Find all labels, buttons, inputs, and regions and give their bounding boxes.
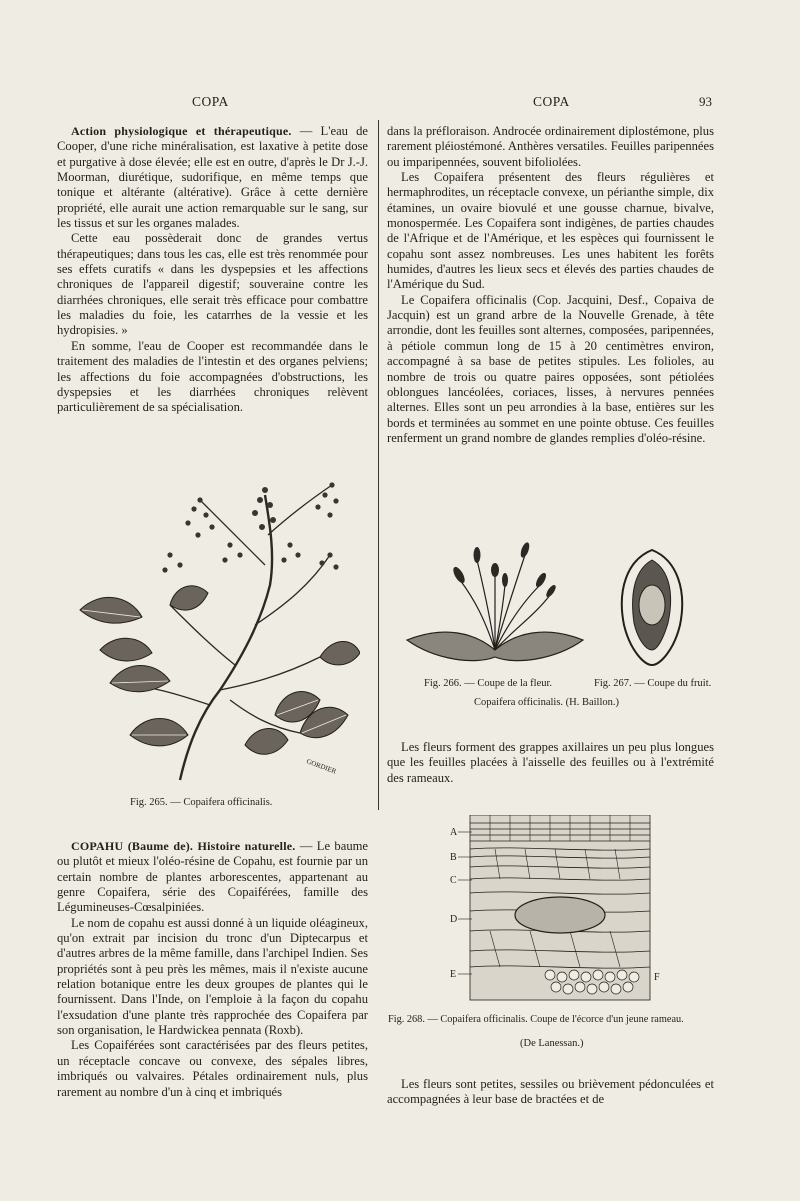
paragraph-text: Les Copaifera présentent des fleurs régulières et hermaphrodites, un réceptacle convexe, un périanthe simple, dix étamines, un ovaire biovulé et une gousse charnue, bivalve, monospermée. Les Copaifera sont indigènes, de parties chaudes de l'Afrique et de l'Amérique, et les espèces qui fournissent le copahu sont assez nombreuses. Les unes habitent les forêts humides, d'autres les lieux secs et élevés des parties chaudes de l'Amérique du Sud. [387, 170, 714, 292]
left-column-block-1 [57, 124, 368, 416]
paragraph-text: En somme, l'eau de Cooper est recommandée dans le traitement des maladies de l'intestin et des organes pelviens; les affections du foie accompagnées d'obstructions, les dyspepsies et les diarrhées chroniques relèvent particulièrement de sa spécialisation. [57, 338, 368, 415]
paragraph [387, 293, 714, 446]
left-column-block-2 [57, 839, 368, 1100]
paragraph-text: Le Copaifera officinalis (Cop. Jacquini, Desf., Copaiva de Jacquin) est un grand arbre de la Nouvelle Grenade, à tête arrondie, dont les feuilles sont alternes, composées, paripennées, à pétiole commun long de 15 à 20 centimètres environ, accompagné à sa base de petites stipules. Les folioles, au nombre de trois ou quatre paires opposées, sont pétiolées oblongues lancéolées, coriaces, lisses, à nervures pennées alternes. Elles sont un peu arrondies à la base, entières sur les bords et terminées au sommet en une pointe obtuse. Ces feuilles renferment un grand nombre de glandes remplies d'oléo-résine. [387, 292, 714, 445]
figure-268-label-f: F [654, 972, 660, 983]
figures-266-267-source: Copaifera officinalis. (H. Baillon.) [474, 697, 620, 708]
figure-266-caption: Fig. 266. — Coupe de la fleur. [424, 678, 553, 689]
figure-268-bark-section [440, 815, 670, 1005]
paragraph [387, 124, 714, 170]
figure-268-label-a: A [450, 827, 458, 838]
figure-268-source: (De Lanessan.) [520, 1038, 584, 1049]
paragraph [387, 1077, 714, 1108]
running-head-left: COPA [192, 94, 229, 109]
paragraph-text: — L'eau de Cooper, d'une riche minéralisation, est laxative à petite dose et purgative à dose élevée; elle est en outre, d'après le Dr J.-J. Moorman, diurétique, sudorifique, en même temps que tonique et altérante (altérative). Grâce à cette dernière propriété, elle aurait une action remarquable sur le sang, sur les tissus et sur les organes malades. [57, 124, 368, 231]
paragraph [57, 916, 368, 1039]
paragraph-text: Cette eau possèderait donc de grandes vertus thérapeutiques; dans tous les cas, elle est très renommée pour ses effets curatifs « dans les dyspepsies et les affections chroniques de l'appareil digestif; souveraine contre les diarrhées chroniques, elle serait très efficace pour combattre les maladies du foie, les catarrhes de la vessie et les hydropisies. » [57, 231, 368, 338]
figure-267-fruit-section [612, 545, 692, 670]
right-column-block-3 [387, 1077, 714, 1108]
paragraph-text: Les Copaiférées sont caractérisées par des fleurs petites, un réceptacle concave ou convexe, des sépales libres, imbriqués ou valvaires. Pétales ordinairement nuls, plus rarement au nombre d'un à cinq et imbriqués [57, 1038, 368, 1099]
paragraph-text: Le nom de copahu est aussi donné à un liquide oléagineux, qu'on extrait par incision du tronc d'un Diptecarpus et d'autres arbres de la même famille, dans l'archipel Indien. Ses propriétés sont à peu près les mêmes, mais il n'existe aucune relation botanique entre les deux groupes de plantes qui le fournissent. Dans l'Inde, on l'emploie à la façon du copahu l'exsudation d'une plante très rapprochée des Copaifera par son organisation, le Hardwickea pennata (Roxb). [57, 915, 368, 1038]
paragraph-text: Les fleurs forment des grappes axillaires un peu plus longues que les feuilles placées à l'aisselle des feuilles ou à l'extrémité des rameaux. [387, 740, 714, 785]
figure-265-engraver-signature: GORDIER [305, 757, 338, 776]
running-head-right: COPA [533, 94, 570, 109]
column-divider [378, 120, 379, 810]
figure-268-label-b: B [450, 852, 457, 863]
figure-266-flower-section [405, 525, 585, 670]
figure-268-label-e: E [450, 969, 457, 980]
figure-267-caption: Fig. 267. — Coupe du fruit. [594, 678, 712, 689]
paragraph-text: Les fleurs sont petites, sessiles ou brièvement pédonculées et accompagnées à leur base de bractées et de [387, 1077, 714, 1107]
section-heading: COPAHU (Baume de). Histoire naturelle. [71, 839, 296, 853]
figure-268-caption: Fig. 268. — Copaifera officinalis. Coupe de l'écorce d'un jeune rameau. [388, 1014, 684, 1025]
page-number: 93 [699, 94, 712, 109]
paragraph [57, 339, 368, 416]
paragraph [57, 839, 368, 916]
paragraph-text: — Le baume ou plutôt et mieux l'oléo-résine de Copahu, est fournie par un certain nombre de plantes arborescentes, appartenant au genre Copaifera, série des Copaiférées, famille des Légumineuses-Cœsalpiniées. [57, 839, 368, 915]
paragraph [57, 231, 368, 338]
paragraph [57, 124, 368, 231]
right-column-block-2 [387, 740, 714, 786]
paragraph [387, 740, 714, 786]
right-column-block-1 [387, 124, 714, 446]
paragraph-text: dans la préfloraison. Androcée ordinairement diplostémone, plus rarement pléiostémoné. Anthères versatiles. Feuilles paripennées ou imparipennées, souvent bifoliolées. [387, 124, 714, 169]
figure-265-caption: Fig. 265. — Copaifera officinalis. [130, 797, 273, 808]
figure-268-label-d: D [450, 914, 458, 925]
figure-265-plant-illustration [70, 445, 360, 790]
section-heading: Action physiologique et thérapeutique. [71, 124, 292, 138]
paragraph [57, 1038, 368, 1099]
paragraph [387, 170, 714, 293]
figure-268-label-c: C [450, 875, 457, 886]
